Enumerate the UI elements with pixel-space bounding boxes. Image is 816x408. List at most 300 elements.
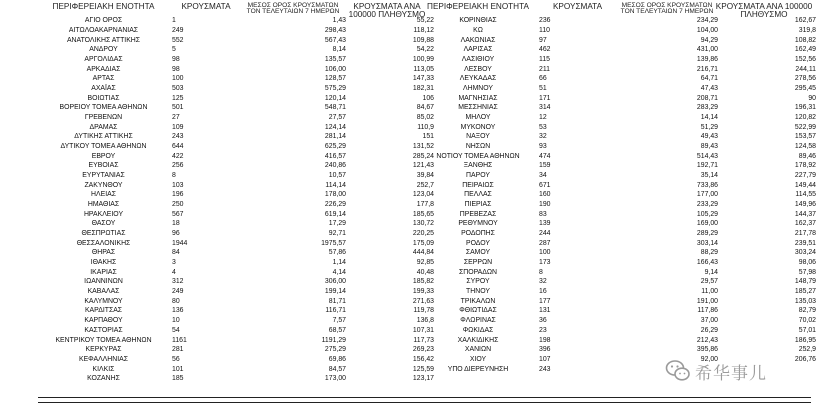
cases-cell: 56 [172, 355, 180, 363]
left-table-row [38, 16, 434, 26]
region-cell: ΘΕΣΠΡΩΤΙΑΣ [81, 230, 126, 238]
cases-cell: 552 [172, 36, 184, 44]
region-cell: ΚΩ [473, 27, 483, 34]
cases-cell: 12 [539, 114, 547, 122]
right-table-row [420, 35, 816, 45]
cases-cell: 644 [172, 143, 184, 151]
avg-cell: 575,29 [324, 85, 346, 93]
cases-cell: 93 [539, 143, 547, 151]
region-cell: ΣΠΟΡΑΔΩΝ [458, 268, 497, 276]
region-cell: ΗΡΑΚΛΕΙΟΥ [83, 210, 124, 218]
avg-cell: 226,29 [324, 201, 346, 209]
region-cell: ΙΚΑΡΙΑΣ [90, 268, 117, 276]
rate-cell: 39,84 [416, 172, 434, 180]
region-cell: ΣΕΡΡΩΝ [463, 259, 493, 267]
rate-cell: 252,9 [798, 346, 816, 354]
region-cell: ΘΕΣΣΑΛΟΝΙΚΗΣ [76, 239, 131, 247]
rate-cell: 106 [422, 94, 434, 102]
region-cell: ΧΑΝΙΩΝ [464, 346, 492, 354]
region-cell: ΛΕΥΚΑΔΑΣ [459, 75, 497, 83]
region-cell: ΚΑΒΑΛΑΣ [87, 288, 120, 296]
avg-cell: 173,00 [324, 375, 346, 383]
region-cell: ΖΑΚΥΝΘΟΥ [84, 181, 123, 189]
left-table-row [38, 113, 434, 123]
left-table-row [38, 219, 434, 229]
rate-cell: 295,45 [794, 85, 816, 93]
avg-cell: 1,14 [332, 259, 346, 267]
avg-cell: 431,00 [696, 46, 718, 54]
region-cell: ΚΙΛΚΙΣ [92, 365, 115, 373]
cases-cell: 249 [172, 288, 184, 296]
left-table-row [38, 306, 434, 316]
region-cell: ΔΡΑΜΑΣ [89, 123, 118, 131]
cases-cell: 32 [539, 133, 547, 141]
left-table-row [38, 229, 434, 239]
left-table-row [38, 296, 434, 306]
avg-cell: 199,14 [324, 288, 346, 296]
cases-cell: 236 [539, 17, 551, 25]
cases-cell: 84 [172, 249, 180, 257]
region-cell: ΜΑΓΝΗΣΙΑΣ [458, 94, 498, 102]
rate-cell: 149,44 [794, 181, 816, 189]
cases-cell: 256 [172, 162, 184, 170]
rate-cell: 148,79 [794, 278, 816, 286]
avg-cell: 14,14 [700, 114, 718, 122]
avg-cell: 29,57 [700, 278, 718, 286]
avg-cell: 191,00 [696, 297, 718, 305]
rate-cell: 162,67 [794, 17, 816, 25]
region-cell: ΒΟΡΕΙΟΥ ΤΟΜΕΑ ΑΘΗΝΩΝ [59, 104, 148, 112]
rate-cell: 119,78 [413, 307, 434, 315]
cases-cell: 243 [172, 133, 184, 141]
right-table-row [420, 16, 816, 26]
cases-cell: 196 [172, 191, 184, 199]
cases-cell: 3 [172, 259, 176, 267]
rate-cell: 98,06 [798, 259, 816, 267]
region-cell: ΡΟΔΟΠΗΣ [461, 230, 495, 238]
avg-cell: 116,71 [325, 307, 346, 315]
avg-cell: 94,29 [700, 36, 718, 44]
rate-cell: 130,72 [412, 220, 434, 228]
right-table-row [420, 45, 816, 55]
avg-cell: 9,14 [704, 268, 718, 276]
avg-cell: 416,57 [324, 152, 346, 160]
watermark [665, 357, 810, 385]
rate-cell: 100,99 [412, 56, 434, 64]
cases-cell: 422 [172, 152, 184, 160]
left-table-row [38, 171, 434, 181]
region-cell: ΝΟΤΙΟΥ ΤΟΜΕΑ ΑΘΗΝΩΝ [436, 152, 520, 160]
left-table-row [38, 190, 434, 200]
avg-cell: 177,00 [696, 191, 718, 199]
avg-cell: 124,14 [324, 123, 346, 131]
rate-cell: 113,05 [413, 65, 434, 73]
left-table-row [38, 355, 434, 365]
rate-cell: 40,48 [416, 268, 434, 276]
cases-cell: 18 [172, 220, 180, 228]
region-cell: ΡΕΘΥΜΝΟΥ [458, 220, 498, 228]
cases-cell: 314 [539, 104, 551, 112]
rate-cell: 522,99 [794, 123, 816, 131]
left-table-row [38, 287, 434, 297]
cases-cell: 98 [172, 56, 180, 64]
region-cell: ΛΑΣΙΘΙΟΥ [461, 56, 495, 64]
rate-cell: 90 [808, 94, 816, 102]
left-table-row [38, 335, 434, 345]
region-cell: ΤΗΝΟΥ [466, 288, 490, 296]
left-table-row [38, 248, 434, 258]
rate-cell: 186,95 [794, 336, 816, 344]
avg-cell: 7,57 [332, 317, 346, 325]
region-cell: ΕΥΒΟΙΑΣ [88, 162, 119, 170]
region-cell: ΣΑΜΟΥ [465, 249, 491, 257]
rate-cell: 444,84 [412, 249, 434, 257]
right-table-row [420, 84, 816, 94]
rate-cell: 196,31 [794, 104, 816, 112]
right-header-rate: ΚΡΟΥΣΜΑΤΑ ΑΝΑ 100000 ΠΛΗΘΥΣΜΟ [715, 2, 813, 19]
cases-cell: 1944 [172, 239, 188, 247]
cases-cell: 171 [539, 94, 551, 102]
region-cell: ΧΙΟΥ [469, 355, 487, 363]
region-cell: ΛΑΚΩΝΙΑΣ [460, 36, 496, 44]
region-cell: ΓΡΕΒΕΝΩΝ [84, 114, 123, 122]
rate-cell: 162,49 [794, 46, 816, 54]
region-cell: ΥΠΟ ΔΙΕΡΕΥΝΗΣΗ [447, 365, 509, 373]
avg-cell: 17,29 [328, 220, 346, 228]
region-cell: ΜΗΛΟΥ [465, 114, 491, 122]
avg-cell: 69,86 [328, 355, 346, 363]
region-cell: ΞΑΝΘΗΣ [463, 162, 493, 170]
rate-cell: 147,33 [412, 75, 434, 83]
left-table-row [38, 132, 434, 142]
cases-cell: 109 [172, 123, 184, 131]
left-table-row [38, 180, 434, 190]
right-table-row [420, 335, 816, 345]
rate-cell: 125,59 [412, 365, 434, 373]
avg-cell: 92,00 [700, 355, 718, 363]
region-cell: ΤΡΙΚΑΛΩΝ [460, 297, 496, 305]
left-table-body [38, 16, 434, 384]
rate-cell: 151 [422, 133, 434, 141]
region-cell: ΛΑΡΙΣΑΣ [463, 46, 493, 54]
cases-cell: 173 [539, 259, 551, 267]
rate-cell: 54,22 [416, 46, 434, 54]
cases-cell: 671 [539, 181, 551, 189]
left-table-row [38, 209, 434, 219]
rate-cell: 82,79 [798, 307, 816, 315]
region-cell: ΠΕΙΡΑΙΩΣ [462, 181, 494, 189]
right-table-row [420, 26, 816, 36]
cases-cell: 177 [539, 297, 551, 305]
cases-cell: 462 [539, 46, 551, 54]
region-cell: ΡΟΔΟΥ [465, 239, 490, 247]
rate-cell: 185,82 [412, 278, 434, 286]
rate-cell: 178,92 [794, 162, 816, 170]
avg-cell: 139,86 [696, 56, 718, 64]
cases-cell: 244 [539, 230, 551, 238]
cases-cell: 125 [172, 94, 184, 102]
rate-cell: 118,12 [413, 27, 434, 34]
region-cell: ΒΟΙΩΤΙΑΣ [87, 94, 120, 102]
right-table-row [420, 306, 816, 316]
cases-cell: 4 [172, 268, 176, 276]
right-table-row [420, 161, 816, 171]
rate-cell: 84,67 [416, 104, 434, 112]
rate-cell: 319,8 [798, 27, 816, 34]
rate-cell: 220,25 [412, 230, 434, 238]
region-cell: ΙΘΑΚΗΣ [90, 259, 117, 267]
region-cell: ΝΗΣΩΝ [465, 143, 491, 151]
avg-cell: 51,29 [700, 123, 718, 131]
region-cell: ΝΑΞΟΥ [466, 133, 490, 141]
left-table-row [38, 55, 434, 65]
region-cell: ΑΓΙΟ ΟΡΟΣ [84, 17, 123, 25]
avg-cell: 289,29 [696, 230, 718, 238]
right-header-region: ΠΕΡΙΦΕΡΕΙΑΚΗ ΕΝΟΤΗΤΑ [427, 2, 529, 11]
cases-cell: 185 [172, 375, 184, 383]
cases-cell: 8 [539, 268, 543, 276]
right-table-row [420, 142, 816, 152]
cases-cell: 131 [539, 307, 551, 315]
avg-cell: 120,14 [324, 94, 346, 102]
region-cell: ΦΘΙΩΤΙΔΑΣ [459, 307, 497, 315]
avg-cell: 567,43 [324, 36, 346, 44]
rate-cell: 182,31 [412, 85, 434, 93]
cases-cell: 16 [539, 288, 547, 296]
region-cell: ΧΑΛΚΙΔΙΚΗΣ [457, 336, 499, 344]
cases-cell: 83 [539, 210, 547, 218]
right-table-row [420, 132, 816, 142]
cases-cell: 110 [539, 27, 550, 34]
cases-cell: 139 [539, 220, 551, 228]
left-table-row [38, 345, 434, 355]
left-table-row [38, 316, 434, 326]
avg-cell: 234,29 [696, 17, 718, 25]
avg-cell: 10,57 [328, 172, 346, 180]
cases-cell: 97 [539, 36, 547, 44]
rate-cell: 239,51 [794, 239, 816, 247]
right-table-row [420, 248, 816, 258]
region-cell: ΘΑΣΟΥ [91, 220, 116, 228]
left-header-region: ΠΕΡΙΦΕΡΕΙΑΚΗ ΕΝΟΤΗΤΑ [52, 2, 155, 11]
region-cell: ΑΝΑΤΟΛΙΚΗΣ ΑΤΤΙΚΗΣ [66, 36, 141, 44]
avg-cell: 216,71 [696, 65, 718, 73]
region-cell: ΔΥΤΙΚΗΣ ΑΤΤΙΚΗΣ [74, 133, 133, 141]
left-table-row [38, 267, 434, 277]
right-header-cases: ΚΡΟΥΣΜΑΤΑ [552, 2, 603, 11]
avg-cell: 1975,57 [321, 239, 346, 247]
rate-cell: 269,23 [412, 346, 434, 354]
region-cell: ΑΙΤΩΛΟΑΚΑΡΝΑΝΙΑΣ [68, 27, 139, 34]
rate-cell: 244,11 [795, 65, 816, 73]
region-cell: ΜΥΚΟΝΟΥ [460, 123, 496, 131]
rate-cell: 303,24 [794, 249, 816, 257]
cases-cell: 53 [539, 123, 547, 131]
region-cell: ΚΕΝΤΡΙΚΟΥ ΤΟΜΕΑ ΑΘΗΝΩΝ [55, 336, 152, 344]
left-table-row [38, 103, 434, 113]
rate-cell: 120,82 [794, 114, 816, 122]
avg-cell: 733,86 [696, 181, 718, 189]
region-cell: ΔΥΤΙΚΟΥ ΤΟΜΕΑ ΑΘΗΝΩΝ [60, 143, 147, 151]
right-table-row [420, 345, 816, 355]
rate-cell: 107,31 [412, 326, 434, 334]
right-table-body [420, 16, 816, 374]
rate-cell: 185,27 [794, 288, 816, 296]
left-table-row [38, 374, 434, 384]
rate-cell: 85,02 [416, 114, 434, 122]
avg-cell: 303,14 [696, 239, 718, 247]
rate-cell: 121,43 [412, 162, 434, 170]
cases-cell: 474 [539, 152, 551, 160]
rate-cell: 227,79 [794, 172, 816, 180]
cases-cell: 249 [172, 27, 184, 34]
avg-cell: 27,57 [328, 114, 346, 122]
right-table-row [420, 151, 816, 161]
rate-cell: 285,24 [412, 152, 434, 160]
region-cell: ΣΥΡΟΥ [466, 278, 490, 286]
region-cell: ΘΗΡΑΣ [91, 249, 116, 257]
region-cell: ΦΩΚΙΔΑΣ [462, 326, 494, 334]
cases-cell: 211 [539, 65, 550, 73]
region-cell: ΑΡΤΑΣ [92, 75, 115, 83]
cases-cell: 98 [172, 65, 180, 73]
avg-cell: 128,57 [324, 75, 346, 83]
cases-cell: 34 [539, 172, 547, 180]
watermark-text: 希华事儿 [695, 363, 767, 383]
left-table-row [38, 26, 434, 36]
rate-cell: 117,73 [413, 336, 434, 344]
rate-cell: 206,76 [794, 355, 816, 363]
rate-cell: 92,85 [416, 259, 434, 267]
left-table-row [38, 326, 434, 336]
rate-cell: 108,82 [794, 36, 816, 44]
cases-cell: 100 [172, 75, 184, 83]
right-table-row [420, 64, 816, 74]
avg-cell: 298,43 [324, 27, 346, 34]
avg-cell: 395,86 [696, 346, 718, 354]
region-cell: ΚΟΖΑΝΗΣ [87, 375, 120, 383]
avg-cell: 283,29 [696, 104, 718, 112]
avg-cell: 166,43 [696, 259, 718, 267]
cases-cell: 501 [172, 104, 184, 112]
cases-cell: 107 [539, 355, 551, 363]
avg-cell: 92,71 [328, 230, 346, 238]
avg-cell: 1,43 [332, 17, 346, 25]
cases-cell: 96 [172, 230, 180, 238]
right-table-row [420, 55, 816, 65]
cases-cell: 103 [172, 181, 184, 189]
left-header-cases: ΚΡΟΥΣΜΑΤΑ [181, 2, 231, 11]
rate-cell: 152,56 [794, 56, 816, 64]
region-cell: ΛΗΜΝΟΥ [462, 85, 494, 93]
cases-cell: 287 [539, 239, 551, 247]
left-table-row [38, 258, 434, 268]
avg-cell: 192,71 [696, 162, 718, 170]
avg-cell: 104,00 [696, 27, 718, 34]
cases-cell: 51 [539, 85, 547, 93]
avg-cell: 35,14 [700, 172, 718, 180]
avg-cell: 275,29 [324, 346, 346, 354]
cases-cell: 567 [172, 210, 184, 218]
left-header-rate: ΚΡΟΥΣΜΑΤΑ ΑΝΑ 100000 ΠΛΗΘΥΣΜΟ [348, 2, 426, 19]
region-cell: ΑΡΓΟΛΙΔΑΣ [84, 56, 123, 64]
rate-cell: 135,03 [794, 297, 816, 305]
avg-cell: 64,71 [700, 75, 718, 83]
rate-cell: 162,37 [794, 220, 816, 228]
avg-cell: 114,14 [325, 181, 346, 189]
right-table-row [420, 190, 816, 200]
cases-cell: 396 [539, 346, 551, 354]
avg-cell: 1191,29 [321, 336, 346, 344]
right-table-row [420, 180, 816, 190]
right-table-row [420, 200, 816, 210]
region-cell: ΦΛΩΡΙΝΑΣ [460, 317, 496, 325]
rate-cell: 185,65 [412, 210, 434, 218]
rate-cell: 110,9 [417, 123, 434, 131]
rate-cell: 144,37 [794, 210, 816, 218]
cases-cell: 54 [172, 326, 180, 334]
rate-cell: 153,57 [794, 133, 816, 141]
bottom-rule [38, 397, 811, 398]
cases-cell: 101 [172, 365, 184, 373]
rate-cell: 199,33 [412, 288, 434, 296]
left-header-avg: ΜΕΣΟΣ ΟΡΟΣ ΚΡΟΥΣΜΑΤΩΝ ΤΟΝ ΤΕΛΕΥΤΑΙΩΝ 7 ΗΜΕΡΩΝ [246, 2, 340, 16]
avg-cell: 208,71 [696, 94, 718, 102]
region-cell: ΚΕΡΚΥΡΑΣ [85, 346, 122, 354]
right-table-row [420, 238, 816, 248]
avg-cell: 240,86 [324, 162, 346, 170]
avg-cell: 26,29 [700, 326, 718, 334]
cases-cell: 250 [172, 201, 184, 209]
cases-cell: 10 [172, 317, 180, 325]
rate-cell: 70,02 [798, 317, 816, 325]
rate-cell: 109,88 [412, 36, 434, 44]
rate-cell: 177,8 [416, 201, 434, 209]
region-cell: ΠΡΕΒΕΖΑΣ [459, 210, 497, 218]
right-table-row [420, 122, 816, 132]
right-table-row [420, 287, 816, 297]
cases-cell: 66 [539, 75, 547, 83]
avg-cell: 514,43 [696, 152, 718, 160]
left-table-row [38, 122, 434, 132]
avg-cell: 105,29 [696, 210, 718, 218]
avg-cell: 88,29 [700, 249, 718, 257]
bottom-rule [38, 402, 811, 403]
right-table-row [420, 296, 816, 306]
avg-cell: 47,43 [700, 85, 718, 93]
left-table-row [38, 45, 434, 55]
rate-cell: 149,96 [794, 201, 816, 209]
cases-cell: 243 [539, 365, 551, 373]
rate-cell: 156,42 [412, 355, 434, 363]
left-table-row [38, 64, 434, 74]
avg-cell: 117,86 [697, 307, 718, 315]
rate-cell: 123,17 [412, 375, 434, 383]
avg-cell: 233,29 [696, 201, 718, 209]
cases-cell: 1161 [172, 336, 187, 344]
avg-cell: 68,57 [328, 326, 346, 334]
avg-cell: 106,00 [324, 65, 346, 73]
avg-cell: 49,43 [700, 133, 718, 141]
cases-cell: 80 [172, 297, 180, 305]
cases-cell: 503 [172, 85, 184, 93]
region-cell: ΚΑΣΤΟΡΙΑΣ [84, 326, 123, 334]
right-table-row [420, 103, 816, 113]
right-table-row [420, 209, 816, 219]
right-table-row [420, 229, 816, 239]
rate-cell: 136,8 [416, 317, 434, 325]
cases-cell: 136 [172, 307, 184, 315]
